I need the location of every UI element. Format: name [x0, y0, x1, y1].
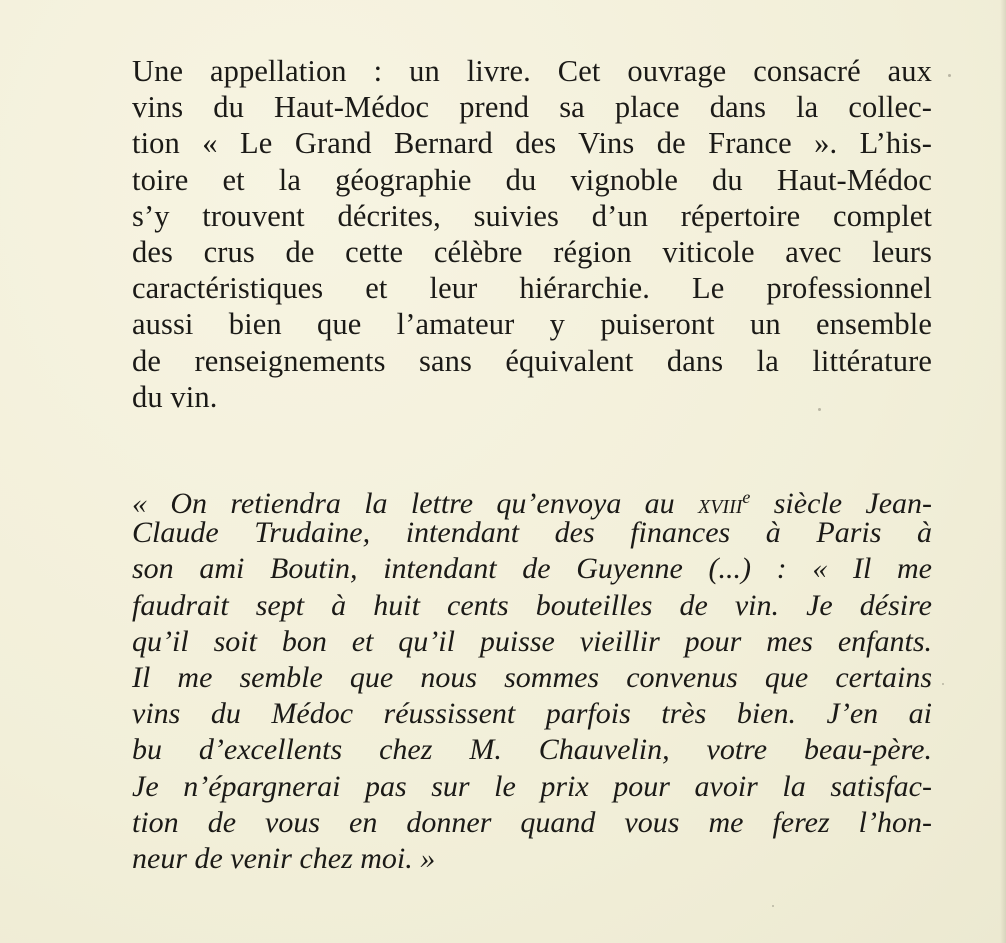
century-suffix: e — [742, 487, 751, 507]
intro-line: s’y trouvent décrites, suivies d’un répertoire complet — [132, 198, 932, 233]
quote-line — [132, 479, 932, 520]
intro-line: caractéristiques et leur hiérarchie. Le professionnel — [132, 271, 932, 306]
intro-line: aussi bien que l’amateur y puiseront un ensemble — [132, 307, 932, 342]
paper-speck — [942, 683, 944, 685]
paper-speck — [948, 74, 951, 77]
quote-line: Je n’épargnerai pas sur le prix pour avoir la satisfac- — [132, 769, 932, 803]
intro-line: de renseignements sans équivalent dans la littérature — [132, 343, 932, 378]
quote-paragraph — [132, 479, 932, 877]
intro-line: du vin. — [132, 379, 218, 414]
intro-line: tion « Le Grand Bernard des Vins de France ». L’his- — [132, 126, 932, 161]
quote-line-start: « On retiendra la lettre qu’envoya au — [132, 486, 698, 520]
quote-line: tion de vous en donner quand vous me ferez l’hon- — [132, 805, 932, 839]
quote-line: vins du Médoc réussissent parfois très bien. J’en ai — [132, 697, 932, 731]
century-numeral: xviii — [698, 488, 743, 520]
paper-speck — [818, 408, 821, 411]
paper-speck — [772, 905, 774, 907]
quote-line: qu’il soit bon et qu’il puisse vieillir pour mes enfants. — [132, 624, 932, 658]
quote-line: Il me semble que nous sommes convenus que certains — [132, 660, 932, 694]
page-edge-shadow — [1000, 0, 1006, 943]
intro-line: des crus de cette célèbre région viticole avec leurs — [132, 234, 932, 269]
quote-line: neur de venir chez moi. » — [132, 841, 436, 875]
quote-line: Claude Trudaine, intendant des finances à Paris à — [132, 516, 932, 550]
intro-line: Une appellation : un livre. Cet ouvrage consacré aux — [132, 54, 932, 88]
quote-line-end: siècle Jean- — [750, 486, 932, 520]
quote-line: son ami Boutin, intendant de Guyenne (...) : « Il me — [132, 552, 932, 586]
intro-paragraph — [132, 53, 932, 415]
intro-line: vins du Haut-Médoc prend sa place dans la collec- — [132, 90, 932, 125]
quote-line: faudrait sept à huit cents bouteilles de vin. Je désire — [132, 588, 932, 622]
intro-line: toire et la géographie du vignoble du Haut-Médoc — [132, 162, 932, 197]
quote-line: bu d’excellents chez M. Chauvelin, votre beau-père. — [132, 733, 932, 767]
